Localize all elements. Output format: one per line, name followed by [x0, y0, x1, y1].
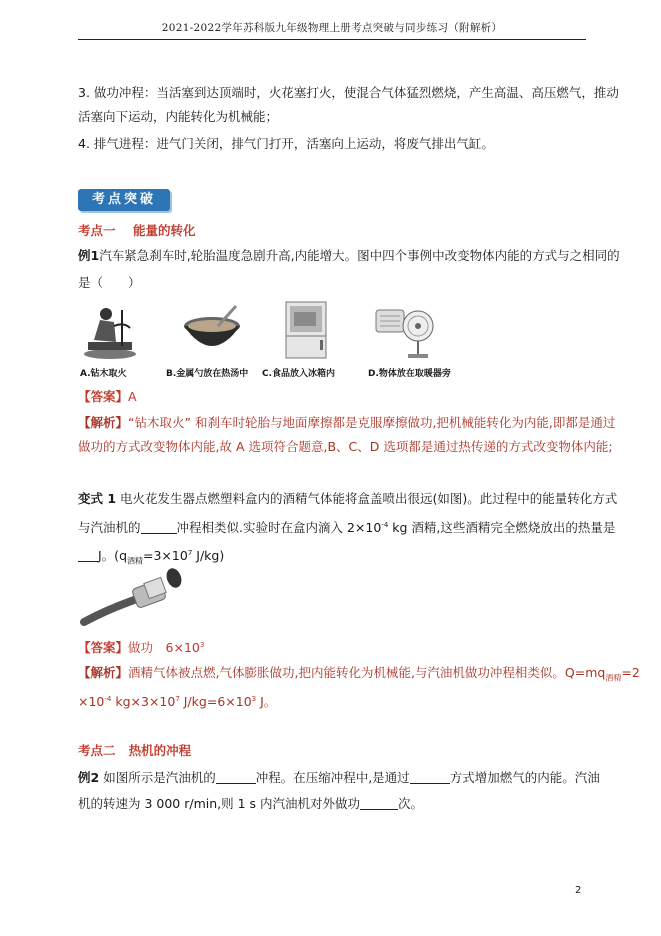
example-1-text-1: 汽车紧急刹车时,轮胎温度急剧升高,内能增大。图中四个事例中改变物体内能的方式与之相同的 — [99, 248, 620, 263]
example-2-line-1: 例2 如图所示是汽油机的 冲程。在压缩冲程中,是通过 方式增加燃气的内能。汽油 — [78, 770, 600, 785]
intro-line-2: 活塞向下运动，内能转化为机械能； — [78, 109, 279, 124]
work-count-blank[interactable] — [360, 796, 398, 810]
point-1-heading — [78, 222, 195, 240]
heat-blank[interactable] — [78, 548, 98, 562]
method-blank[interactable] — [410, 770, 450, 784]
point-2-title: 热机的冲程 — [128, 743, 192, 758]
point-1-label: 考点一 — [78, 223, 116, 238]
option-c-caption: C.食品放入冰箱内 — [262, 369, 336, 379]
option-b-caption: B.金属勺放在热汤中 — [166, 369, 249, 379]
spoon-in-soup-icon — [182, 304, 244, 360]
intro-line-1: 3. 做功冲程：当活塞到达顶端时，火花塞打火，使混合气体猛烈燃烧，产生高温、高压燃气，推动 — [78, 85, 619, 100]
header-divider — [78, 39, 586, 40]
section-banner: 考点突破 — [78, 189, 170, 211]
analysis-label: 【解析】 — [78, 415, 129, 430]
variant-1-analysis-2: $\times 10^{-4}$ $kg\times 3\times 10^7$ $J/kg=6\times 10^3$ J。 — [78, 694, 277, 709]
spark-generator-icon — [80, 568, 186, 630]
heater-icon — [374, 302, 436, 360]
stroke-type-blank[interactable] — [216, 770, 256, 784]
variant-1-line-2: 与汽油机的 冲程相类似.实验时在盒内滴入 $2\times 10^{-4}$ kg 酒精,这些酒精完全燃烧放出的热量是 — [78, 520, 616, 535]
example-1-label: 例1 — [78, 248, 100, 263]
variant-1-line-1: 变式 1 电火花发生器点燃塑料盒内的酒精气体能将盒盖喷出很远(如图)。此过程中的能量转化方式 — [78, 491, 618, 506]
intro-line-3: 4. 排气进程：进气门关闭，排气门打开，活塞向上运动，将废气排出气缸。 — [78, 136, 494, 151]
example-2-line-2: 机的转速为 3 000 r/min,则 1 s 内汽油机对外做功 次。 — [78, 796, 424, 811]
fridge-icon — [284, 300, 328, 360]
point-2-heading — [78, 742, 191, 760]
example-1-answer — [78, 388, 137, 406]
answer-label: 【答案】 — [78, 389, 129, 404]
variant-1-analysis-1: 【解析】酒精气体被点燃,气体膨胀做功,把内能转化为机械能,与汽油机做功冲程相类似。$Q=mq_{酒精}=2$ — [78, 665, 640, 683]
point-2-label: 考点二 — [78, 743, 116, 758]
variant-1-label: 变式 1 — [78, 491, 117, 506]
example-1-line-1 — [78, 247, 620, 265]
point-1-title: 能量的转化 — [132, 223, 196, 238]
variant-1-answer: 【答案】做功 $6\times 10^3$ — [78, 640, 205, 655]
option-d-caption: D.物体放在取暖器旁 — [368, 369, 451, 379]
option-a-caption: A.钻木取火 — [80, 369, 127, 379]
drilling-wood-icon — [80, 302, 142, 360]
example-1-analysis-2: 做功的方式改变物体内能,故 A 选项符合题意,B、C、D 选项都是通过热传递的方式改变物体内能; — [78, 439, 613, 454]
example-1-analysis-1: 【解析】“钻木取火” 和刹车时轮胎与地面摩擦都是克服摩擦做功,把机械能转化为内能,即都是通过 — [78, 415, 616, 430]
stroke-blank[interactable] — [141, 520, 177, 534]
page-header: 2021-2022学年苏科版九年级物理上册考点突破与同步练习（附解析） — [161, 22, 503, 34]
variant-1-line-3: J。($q_{酒精}=3\times 10^7$ J/kg) — [78, 544, 224, 571]
page-number: 2 — [575, 885, 582, 896]
answer-value: A — [128, 389, 137, 404]
example-2-label: 例2 — [78, 770, 100, 785]
example-1-text-2: 是（ ） — [78, 275, 141, 290]
